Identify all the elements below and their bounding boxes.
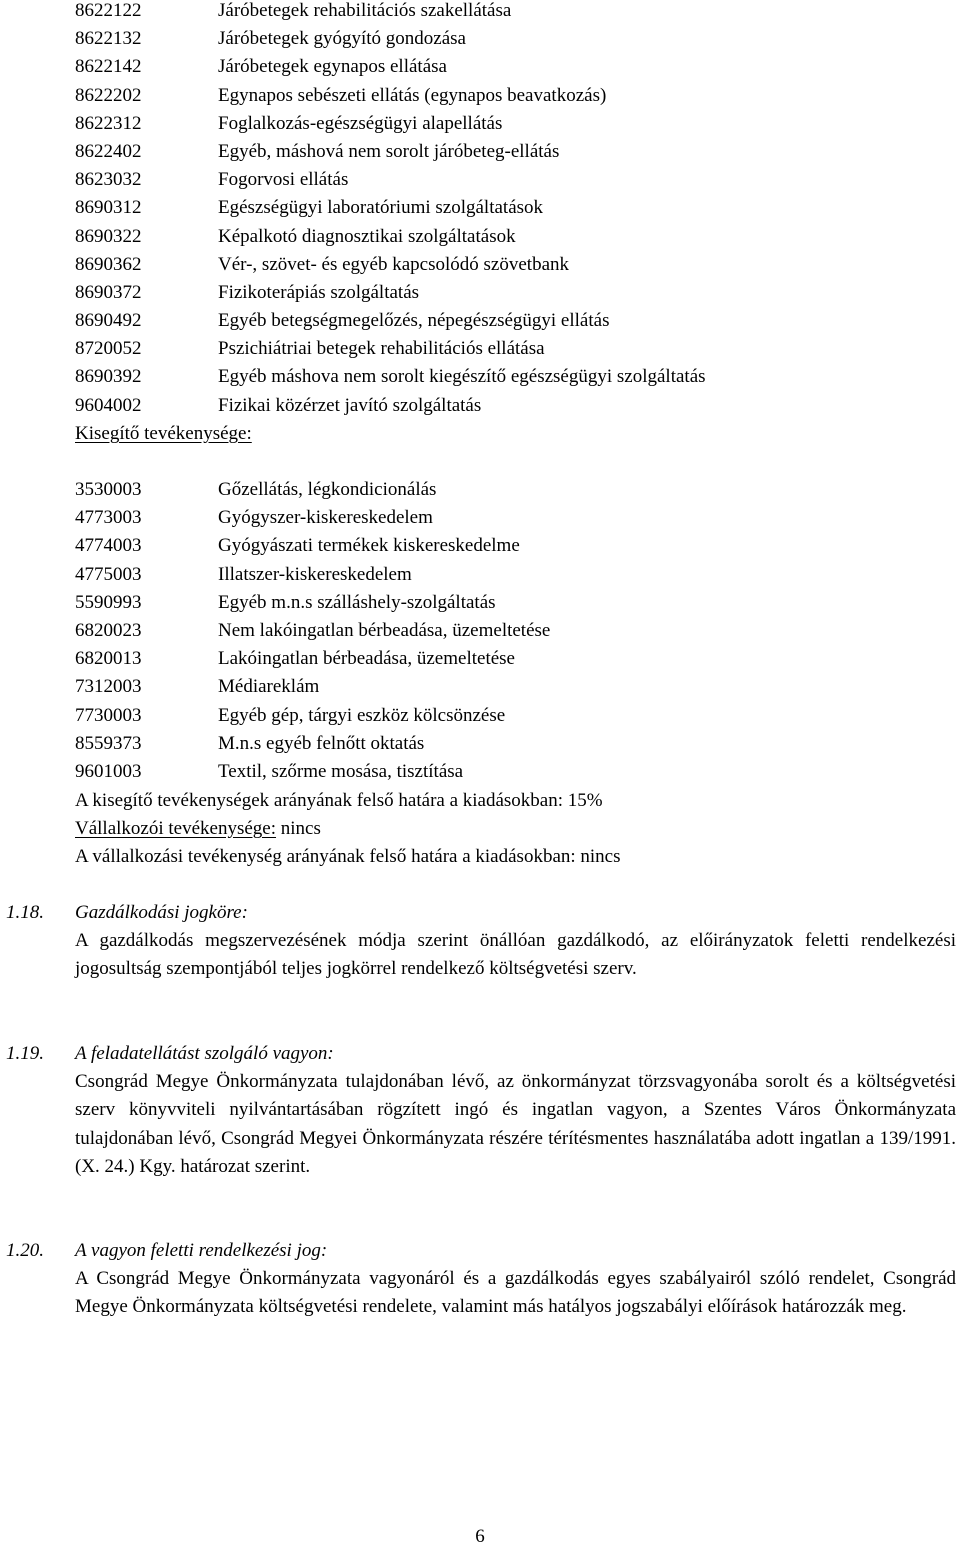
activity-code: 3530003 bbox=[75, 479, 142, 500]
activity-code: 8690372 bbox=[75, 281, 142, 303]
list-item bbox=[75, 279, 935, 307]
section-title: A feladatellátást szolgáló vagyon: bbox=[75, 1043, 334, 1064]
list-item bbox=[75, 561, 935, 589]
auxiliary-heading: Kisegítő tevékenysége: bbox=[75, 423, 252, 444]
activity-description: Járóbetegek rehabilitációs szakellátása bbox=[218, 0, 512, 21]
activity-code: 8622122 bbox=[75, 0, 142, 21]
section-title: Gazdálkodási jogköre: bbox=[75, 902, 248, 923]
list-item bbox=[75, 730, 935, 758]
list-item bbox=[75, 673, 935, 701]
activity-list-core bbox=[75, 0, 935, 420]
activity-code: 8622402 bbox=[75, 140, 142, 162]
activity-code: 8690392 bbox=[75, 366, 142, 388]
list-item bbox=[75, 138, 935, 166]
section-number: 1.20. bbox=[6, 1240, 44, 1261]
list-item bbox=[75, 335, 935, 363]
page-number: 6 bbox=[475, 1526, 485, 1547]
list-item bbox=[75, 82, 935, 110]
entrepreneurial-value: nincs bbox=[276, 818, 321, 839]
activity-description: Fizikai közérzet javító szolgáltatás bbox=[218, 394, 482, 416]
activity-description: Egynapos sebészeti ellátás (egynapos beavatkozás) bbox=[218, 84, 607, 106]
activity-code: 8690312 bbox=[75, 197, 142, 219]
activity-code: 8690492 bbox=[75, 310, 142, 332]
list-item bbox=[75, 363, 935, 391]
list-item bbox=[75, 251, 935, 279]
activity-code: 8622142 bbox=[75, 56, 142, 78]
activity-code: 9604002 bbox=[75, 394, 142, 416]
list-item bbox=[75, 110, 935, 138]
list-item bbox=[75, 25, 935, 53]
activity-description: Pszichiátriai betegek rehabilitációs ellátása bbox=[218, 338, 545, 360]
list-item bbox=[75, 758, 935, 786]
activity-description: Egészségügyi laboratóriumi szolgáltatások bbox=[218, 197, 544, 219]
activity-code: 4773003 bbox=[75, 507, 142, 529]
activity-description: Gyógyászati termékek kiskereskedelme bbox=[218, 535, 520, 557]
section-number: 1.19. bbox=[6, 1043, 44, 1064]
activity-description: Médiareklám bbox=[218, 676, 320, 698]
activity-description: Vér-, szövet- és egyéb kapcsolódó szövetbank bbox=[218, 253, 569, 275]
activity-code: 7312003 bbox=[75, 676, 142, 698]
activity-description: Járóbetegek gyógyító gondozása bbox=[218, 28, 466, 50]
entrepreneurial-label: Vállalkozói tevékenysége: bbox=[75, 818, 277, 839]
list-item bbox=[75, 617, 935, 645]
activity-description: Lakóingatlan bérbeadása, üzemeltetése bbox=[218, 648, 515, 670]
list-item bbox=[75, 504, 935, 532]
activity-description: Gyógyszer-kiskereskedelem bbox=[218, 507, 433, 529]
activity-code: 7730003 bbox=[75, 704, 142, 726]
section-title: A vagyon feletti rendelkezési jog: bbox=[75, 1240, 328, 1261]
activity-description: Járóbetegek egynapos ellátása bbox=[218, 56, 447, 78]
activity-code: 8559373 bbox=[75, 732, 142, 754]
activity-code: 8690322 bbox=[75, 225, 142, 247]
activity-code: 8622202 bbox=[75, 84, 142, 106]
list-item bbox=[75, 223, 935, 251]
activity-code: 6820023 bbox=[75, 619, 142, 641]
activity-description: Textil, szőrme mosása, tisztítása bbox=[218, 760, 464, 782]
auxiliary-limit: A kisegítő tevékenységek arányának felső határa a kiadásokban: 15% bbox=[75, 790, 603, 811]
section-body: Csongrád Megye Önkormányzata tulajdonában lévő, az önkormányzat törzsvagyonába sorolt és a költségvetési szerv könyvviteli nyilvántartásában rögzített ingó és ingatlan vagyon, a Szentes Város Önkormányzata tulajdonában lévő, Csongrád Megyei Önkormányzata részére térítésmentes használatába adott ingatlan a 139/1991. (X. 24.) Kgy. határozat szerint. bbox=[75, 1071, 956, 1178]
activity-description: Egyéb máshova nem sorolt kiegészítő egészségügyi szolgáltatás bbox=[218, 366, 706, 388]
list-item bbox=[75, 645, 935, 673]
activity-code: 8622312 bbox=[75, 112, 142, 134]
list-item bbox=[75, 702, 935, 730]
activity-description: Képalkotó diagnosztikai szolgáltatások bbox=[218, 225, 516, 247]
section-body: A Csongrád Megye Önkormányzata vagyonáról és a gazdálkodás egyes szabályairól szóló rendelet, Csongrád Megye Önkormányzata költségvetési rendelete, valamint más hatályos jogszabályi előírások határozzák meg. bbox=[75, 1268, 956, 1318]
section-number: 1.18. bbox=[6, 902, 44, 923]
activity-description: Nem lakóingatlan bérbeadása, üzemeltetése bbox=[218, 619, 551, 641]
list-item bbox=[75, 0, 935, 25]
activity-description: Foglalkozás-egészségügyi alapellátás bbox=[218, 112, 503, 134]
list-item bbox=[75, 194, 935, 222]
activity-code: 8623032 bbox=[75, 169, 142, 191]
activity-description: Illatszer-kiskereskedelem bbox=[218, 563, 412, 585]
list-item bbox=[75, 476, 935, 504]
activity-description: Fizikoterápiás szolgáltatás bbox=[218, 281, 420, 303]
list-item bbox=[75, 589, 935, 617]
activity-code: 9601003 bbox=[75, 760, 142, 782]
list-item bbox=[75, 53, 935, 81]
activity-code: 4774003 bbox=[75, 535, 142, 557]
activity-code: 8690362 bbox=[75, 253, 142, 275]
activity-description: Fogorvosi ellátás bbox=[218, 169, 349, 191]
activity-code: 4775003 bbox=[75, 563, 142, 585]
activity-description: Egyéb, máshová nem sorolt járóbeteg-ellátás bbox=[218, 140, 560, 162]
list-item bbox=[75, 166, 935, 194]
list-item bbox=[75, 392, 935, 420]
activity-description: Egyéb gép, tárgyi eszköz kölcsönzése bbox=[218, 704, 506, 726]
activity-description: Gőzellátás, légkondicionálás bbox=[218, 479, 437, 500]
list-item bbox=[75, 532, 935, 560]
activity-code: 8622132 bbox=[75, 28, 142, 50]
entrepreneurial-line bbox=[75, 815, 321, 843]
section-body: A gazdálkodás megszervezésének módja szerint önállóan gazdálkodó, az előirányzatok feletti rendelkezési jogosultság szempontjából teljes jogkörrel rendelkező költségvetési szerv. bbox=[75, 930, 956, 980]
activity-description: Egyéb m.n.s szálláshely-szolgáltatás bbox=[218, 591, 496, 613]
activity-list-auxiliary bbox=[75, 476, 935, 786]
entrepreneurial-limit: A vállalkozási tevékenység arányának felső határa a kiadásokban: nincs bbox=[75, 846, 621, 867]
activity-description: M.n.s egyéb felnőtt oktatás bbox=[218, 732, 425, 754]
list-item bbox=[75, 307, 935, 335]
activity-code: 5590993 bbox=[75, 591, 142, 613]
activity-code: 8720052 bbox=[75, 338, 142, 360]
activity-code: 6820013 bbox=[75, 648, 142, 670]
activity-description: Egyéb betegségmegelőzés, népegészségügyi ellátás bbox=[218, 310, 610, 332]
